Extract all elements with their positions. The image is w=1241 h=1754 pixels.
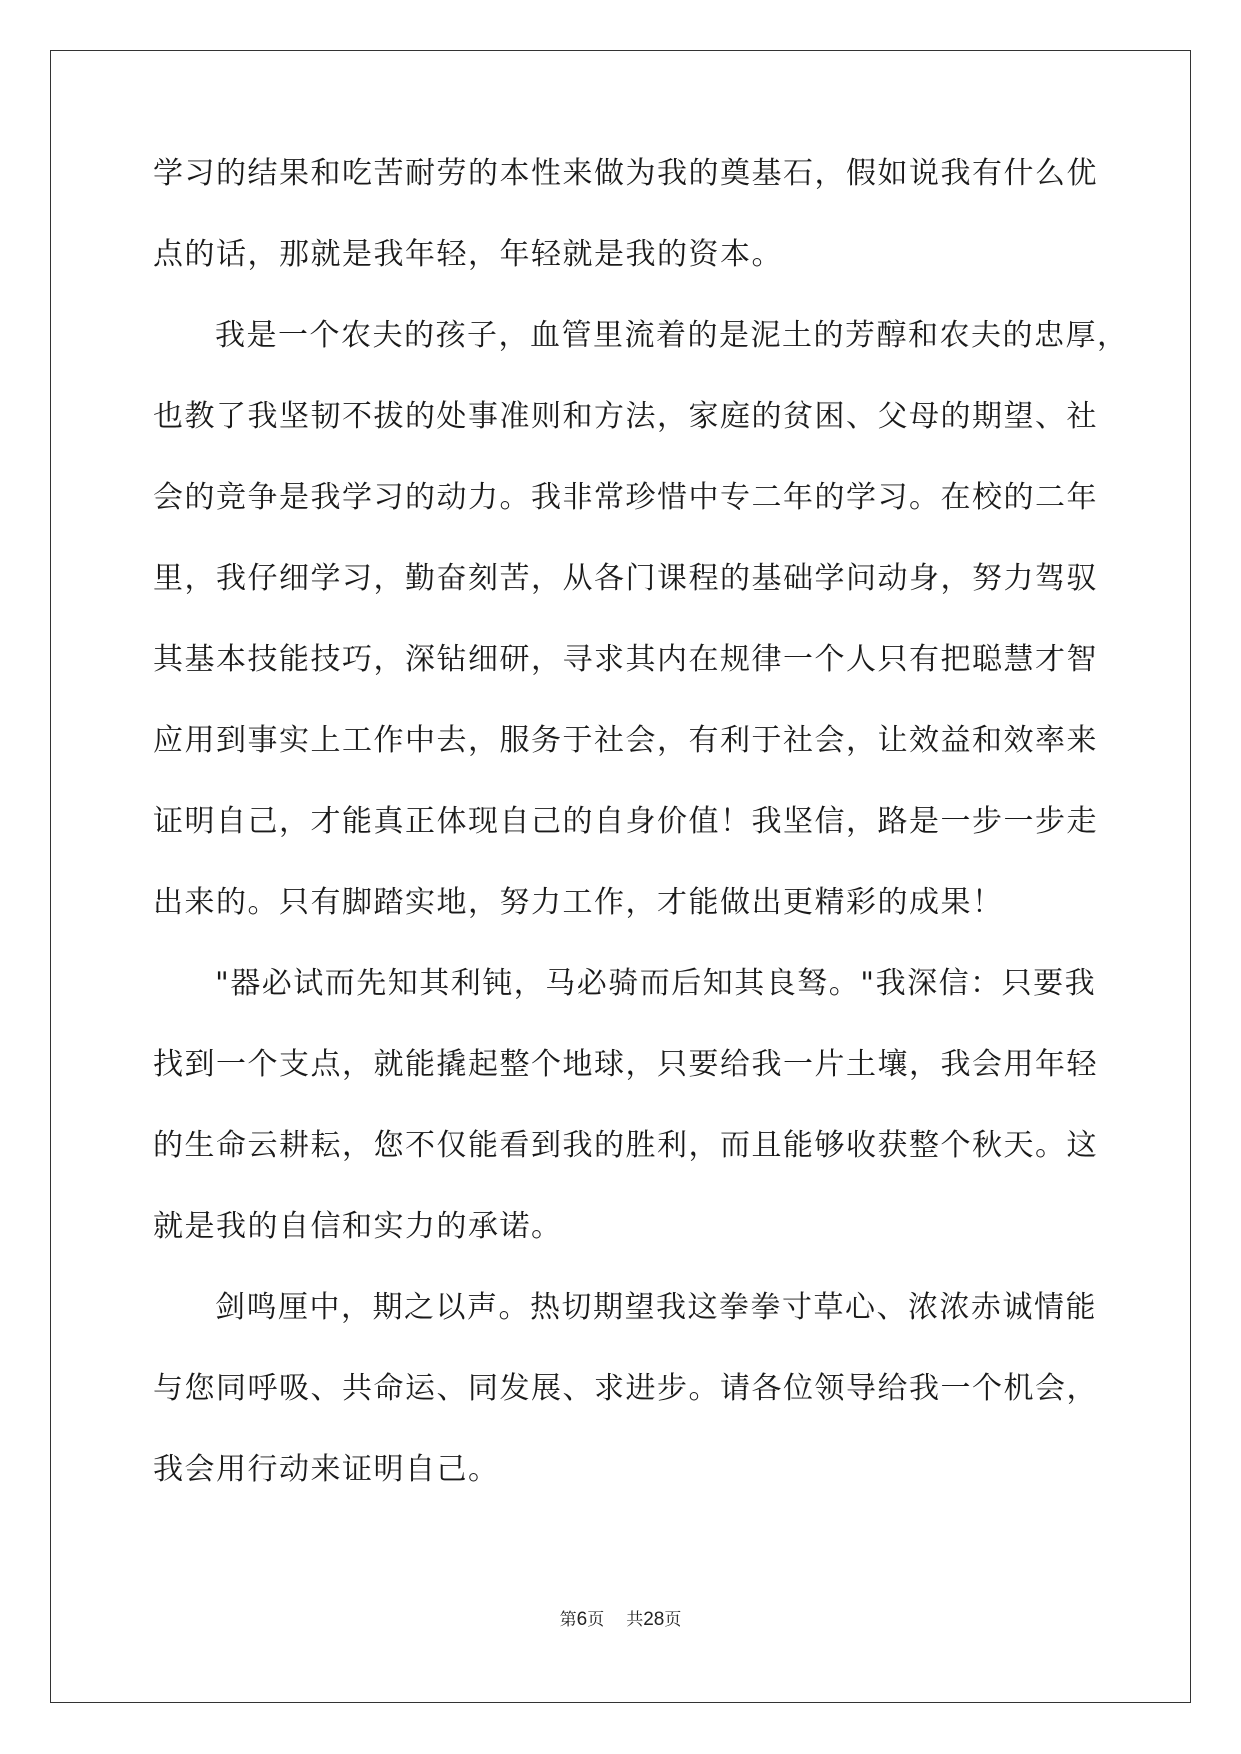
text-line: 学习的结果和吃苦耐劳的本性来做为我的奠基石，假如说我有什么优 [153, 156, 1098, 191]
document-body [153, 154, 1129, 1531]
page-prefix: 第 [559, 1610, 577, 1629]
text-line: 应用到事实上工作中去，服务于社会，有利于社会，让效益和效率来 [153, 723, 1098, 758]
total-prefix: 共 [626, 1610, 644, 1629]
total-pages: 28 [643, 1609, 665, 1630]
total-suffix: 页 [664, 1610, 682, 1629]
text-line: 就是我的自信和实力的承诺。 [153, 1209, 563, 1244]
text-line: 的生命云耕耘，您不仅能看到我的胜利，而且能够收获整个秋天。这 [153, 1128, 1098, 1163]
paragraph-start-line: 剑鸣厘中，期之以声。热切期望我这拳拳寸草心、浓浓赤诚情能 [215, 1290, 1097, 1325]
text-line: 会的竞争是我学习的动力。我非常珍惜中专二年的学习。在校的二年 [153, 480, 1098, 515]
total-pages-label [626, 1610, 681, 1629]
text-line: 出来的。只有脚踏实地，努力工作，才能做出更精彩的成果！ [153, 885, 1004, 920]
text-line: 里，我仔细学习，勤奋刻苦，从各门课程的基础学问动身，努力驾驭 [153, 561, 1098, 596]
page-suffix: 页 [587, 1610, 605, 1629]
text-line: 我会用行动来证明自己。 [153, 1452, 500, 1487]
text-line: 与您同呼吸、共命运、同发展、求进步。请各位领导给我一个机会， [153, 1371, 1098, 1406]
page-number-label [560, 1610, 605, 1629]
text-line: 点的话，那就是我年轻，年轻就是我的资本。 [153, 237, 783, 272]
text-line: 其基本技能技巧，深钻细研，寻求其内在规律一个人只有把聪慧才智 [153, 642, 1098, 677]
paragraph-start-line: "器必试而先知其利钝，马必骑而后知其良驽。"我深信：只要我 [215, 966, 1097, 1001]
text-line: 找到一个支点，就能撬起整个地球，只要给我一片土壤，我会用年轻 [153, 1047, 1098, 1082]
text-line: 也教了我坚韧不拔的处事准则和方法，家庭的贫困、父母的期望、社 [153, 399, 1098, 434]
text-line: 证明自己，才能真正体现自己的自身价值！我坚信，路是一步一步走 [153, 804, 1098, 839]
page-footer [0, 1608, 1241, 1632]
page-number: 6 [576, 1609, 588, 1630]
paragraph-start-line: 我是一个农夫的孩子，血管里流着的是泥土的芳醇和农夫的忠厚， [215, 318, 1129, 353]
